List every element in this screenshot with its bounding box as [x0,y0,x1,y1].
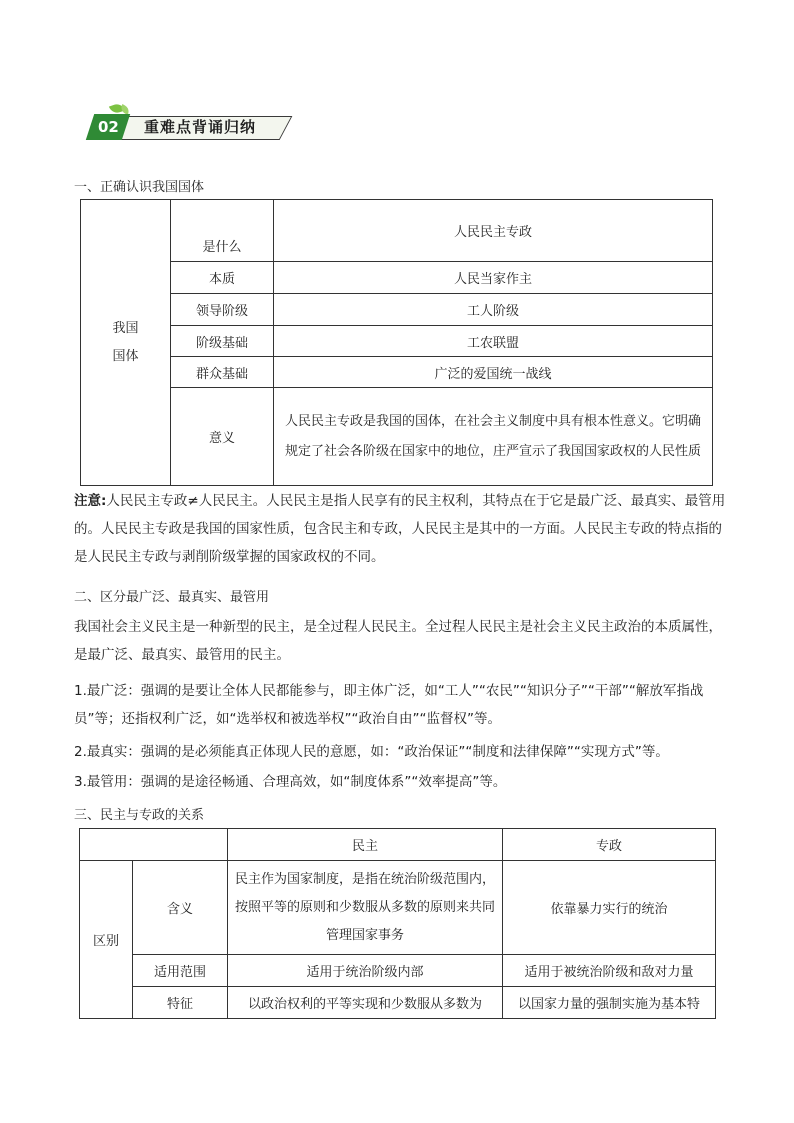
dictatorship-cell: 适用于被统治阶级和敌对力量 [503,955,716,987]
row-value: 工人阶级 [274,294,713,326]
democracy-dictatorship-table [79,828,716,1019]
banner-number: 02 [86,114,130,140]
col-header-democracy: 民主 [228,829,503,861]
table-row [81,388,713,486]
table-row [80,955,716,987]
section-banner [86,110,286,144]
section2-item-3: 3.最管用：强调的是途径畅通、合理高效，如“制度体系”“效率提高”等。 [74,774,507,790]
row-label: 领导阶级 [171,294,274,326]
table-header-row [80,829,716,861]
row-label: 意义 [171,388,274,486]
table-row [81,326,713,357]
state-system-table [80,199,713,486]
section2-item-1: 1.最广泛：强调的是要让全体人民都能参与，即主体广泛，如“工人”“农民”“知识分子”“干部”“解放军指战员”等；还指权利广泛，如“选举权和被选举权”“政治自由”“监督权”等。 [74,683,704,727]
row-label: 特征 [133,987,228,1019]
dictatorship-cell: 依靠暴力实行的统治 [503,861,716,955]
section2-item-2: 2.最真实：强调的是必须能真正体现人民的意愿，如：“政治保证”“制度和法律保障”“实现方式”等。 [74,744,669,760]
row-label: 群众基础 [171,357,274,388]
header-blank [80,829,228,861]
row-value: 人民民主专政是我国的国体，在社会主义制度中具有根本性意义。它明确规定了社会各阶级在国家中的地位，庄严宣示了我国国家政权的人民性质 [274,388,713,486]
table-row [81,357,713,388]
row-label: 含义 [133,861,228,955]
table-row [80,987,716,1019]
row-label: 是什么 [171,200,274,262]
democracy-cell: 以政治权利的平等实现和少数服从多数为 [228,987,503,1019]
row-value: 人民民主专政 [274,200,713,262]
section2-heading: 二、区分最广泛、最真实、最管用 [74,590,270,605]
row-label: 本质 [171,262,274,294]
table-row [81,262,713,294]
note-paragraph [74,487,734,571]
democracy-cell: 民主作为国家制度，是指在统治阶级范围内，按照平等的原则和少数服从多数的原则来共同管理国家事务 [228,861,503,955]
banner-title: 重难点背诵归纳 [144,118,257,136]
row-value: 广泛的爱国统一战线 [274,357,713,388]
dictatorship-cell: 以国家力量的强制实施为基本特 [503,987,716,1019]
category-line-2: 国体 [112,348,139,364]
row-label: 阶级基础 [171,326,274,357]
democracy-cell: 适用于统治阶级内部 [228,955,503,987]
table-row [81,200,713,262]
section1-heading: 一、正确认识我国国体 [74,180,205,195]
row-label: 适用范围 [133,955,228,987]
category-cell [81,200,171,486]
col-header-dictatorship: 专政 [503,829,716,861]
row-value: 工农联盟 [274,326,713,357]
category-line-1: 我国 [112,320,139,336]
note-text: 人民民主专政≠人民民主。人民民主是指人民享有的民主权利，其特点在于它是最广泛、最真实、最管用的。人民民主专政是我国的国家性质，包含民主和专政，人民民主是其中的一方面。人民民主专政的特点指的是人民民主专政与剥削阶级掌握的国家政权的不同。 [74,493,726,565]
table-row [81,294,713,326]
section3-heading: 三、民主与专政的关系 [74,808,205,823]
row-value: 人民当家作主 [274,262,713,294]
table-row [80,861,716,955]
group-cell: 区别 [80,861,133,1019]
section2-intro: 我国社会主义民主是一种新型的民主，是全过程人民民主。全过程人民民主是社会主义民主政治的本质属性，是最广泛、最真实、最管用的民主。 [74,619,722,663]
note-label: 注意: [74,493,107,509]
